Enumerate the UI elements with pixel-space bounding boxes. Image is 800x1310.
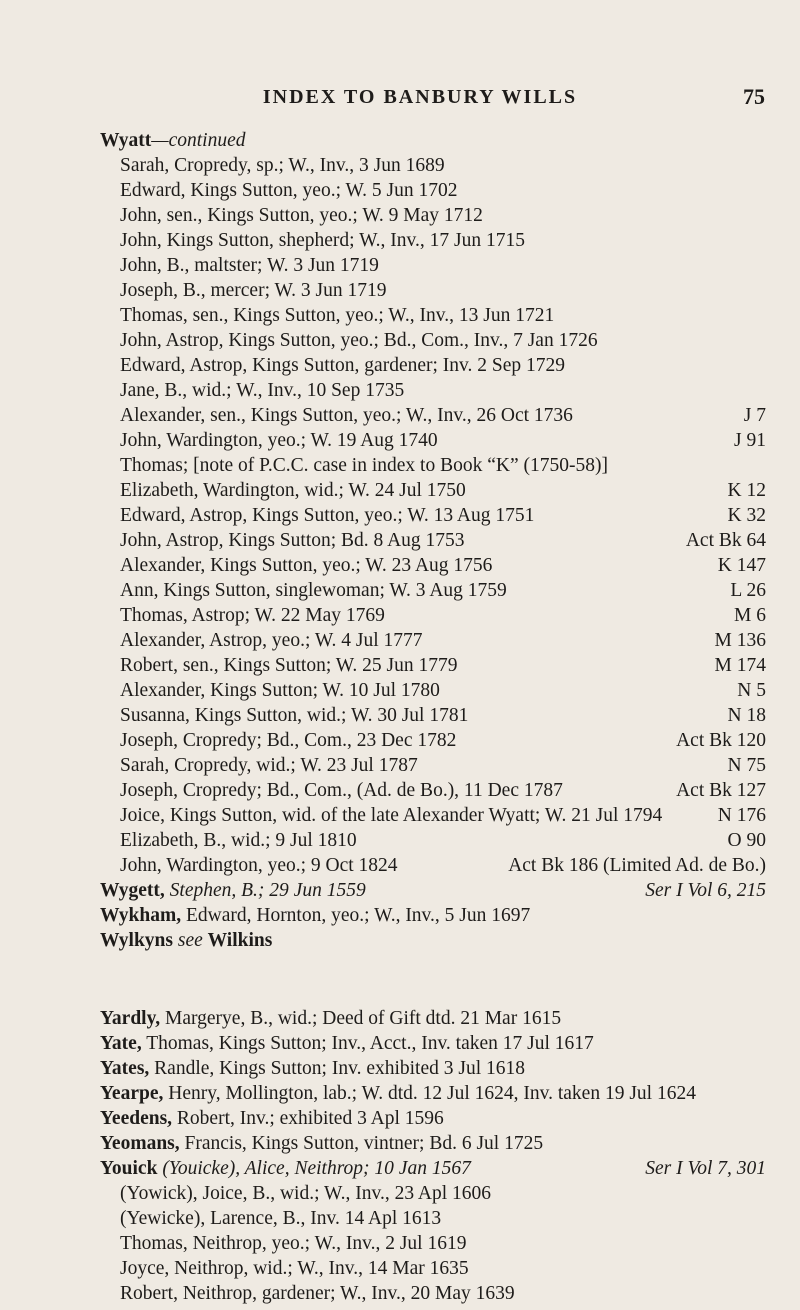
entry-reference: Act Bk 186 (Limited Ad. de Bo.) xyxy=(508,855,766,876)
index-entry xyxy=(0,253,800,279)
index-entry xyxy=(0,1106,800,1132)
entry-surname: Wylkyns xyxy=(100,930,173,951)
entry-text: Thomas, Neithrop, yeo.; W., Inv., 2 Jul 1619 xyxy=(120,1233,467,1254)
index-entry xyxy=(0,403,800,429)
entry-text: Joseph, Cropredy; Bd., Com., 23 Dec 1782 xyxy=(120,730,457,751)
entry-text: John, Wardington, yeo.; 9 Oct 1824 xyxy=(120,855,398,876)
entry-text: Joseph, B., mercer; W. 3 Jun 1719 xyxy=(120,280,387,301)
entry-surname: Wykham, xyxy=(100,905,182,926)
entry-reference: J 91 xyxy=(734,430,766,451)
index-entry xyxy=(0,1256,800,1282)
entry-text: Elizabeth, B., wid.; 9 Jul 1810 xyxy=(120,830,357,851)
entry-detail: see xyxy=(172,930,208,951)
entry-reference: M 136 xyxy=(714,630,766,651)
index-entry xyxy=(0,628,800,654)
entry-reference: Ser I Vol 6, 215 xyxy=(645,880,766,901)
entry-detail: Randle, Kings Sutton; Inv. exhibited 3 Jul 1618 xyxy=(149,1058,526,1079)
index-entry xyxy=(0,503,800,529)
entry-text: John, Astrop, Kings Sutton; Bd. 8 Aug 1753 xyxy=(120,530,465,551)
index-entry xyxy=(0,478,800,504)
entry-text: Ann, Kings Sutton, singlewoman; W. 3 Aug 1759 xyxy=(120,580,507,601)
entry-text: Alexander, sen., Kings Sutton, yeo.; W., Inv., 26 Oct 1736 xyxy=(120,405,573,426)
index-entry xyxy=(0,553,800,579)
entry-detail: (Youicke), Alice, Neithrop; 10 Jan 1567 xyxy=(157,1158,471,1179)
entry-reference: Ser I Vol 7, 301 xyxy=(645,1158,766,1179)
entry-text: John, B., maltster; W. 3 Jun 1719 xyxy=(120,255,379,276)
entry-text: Edward, Astrop, Kings Sutton, yeo.; W. 13 Aug 1751 xyxy=(120,505,535,526)
index-entry xyxy=(0,653,800,679)
entry-text: John, Wardington, yeo.; W. 19 Aug 1740 xyxy=(120,430,438,451)
index-entry xyxy=(0,728,800,754)
entry-detail: Margerye, B., wid.; Deed of Gift dtd. 21 Mar 1615 xyxy=(160,1008,562,1029)
entry-reference: K 147 xyxy=(717,555,766,576)
index-entry xyxy=(0,1206,800,1232)
index-entry xyxy=(0,603,800,629)
entry-reference: M 174 xyxy=(714,655,766,676)
entry-text: Sarah, Cropredy, sp.; W., Inv., 3 Jun 1689 xyxy=(120,155,445,176)
entry-reference: L 26 xyxy=(730,580,766,601)
entry-text xyxy=(100,1081,696,1107)
index-entry xyxy=(0,903,800,929)
entry-surname: Yeedens, xyxy=(100,1108,173,1129)
entry-text: Susanna, Kings Sutton, wid.; W. 30 Jul 1781 xyxy=(120,705,469,726)
entry-cross-ref: Wilkins xyxy=(207,930,273,951)
entry-text: Thomas, sen., Kings Sutton, yeo.; W., Inv., 13 Jun 1721 xyxy=(120,305,555,326)
entry-text: Joseph, Cropredy; Bd., Com., (Ad. de Bo.), 11 Dec 1787 xyxy=(120,780,563,801)
entry-text: Thomas, Astrop; W. 22 May 1769 xyxy=(120,605,385,626)
entry-text: Edward, Astrop, Kings Sutton, gardener; Inv. 2 Sep 1729 xyxy=(120,355,566,376)
entry-surname: Yeomans, xyxy=(100,1133,180,1154)
entry-text: Sarah, Cropredy, wid.; W. 23 Jul 1787 xyxy=(120,755,418,776)
index-entry xyxy=(0,778,800,804)
index-entry xyxy=(0,1181,800,1207)
entry-reference: N 176 xyxy=(717,805,766,826)
entry-reference: J 7 xyxy=(743,405,766,426)
entry-text: Robert, Neithrop, gardener; W., Inv., 20 May 1639 xyxy=(120,1283,515,1304)
index-entry xyxy=(0,328,800,354)
entry-text: Alexander, Kings Sutton; W. 10 Jul 1780 xyxy=(120,680,440,701)
entry-reference: K 12 xyxy=(727,480,766,501)
entry-text: Joice, Kings Sutton, wid. of the late Alexander Wyatt; W. 21 Jul 1794 xyxy=(120,805,663,826)
entry-surname: Yardly, xyxy=(100,1008,161,1029)
entry-detail: Stephen, B.; 29 Jun 1559 xyxy=(164,880,366,901)
entry-detail: Francis, Kings Sutton, vintner; Bd. 6 Jul 1725 xyxy=(179,1133,544,1154)
entry-reference: Act Bk 64 xyxy=(685,530,766,551)
index-entry xyxy=(0,303,800,329)
entry-text: Thomas; [note of P.C.C. case in index to Book “K” (1750-58)] xyxy=(120,455,608,476)
index-entry xyxy=(0,128,800,154)
entry-text: Alexander, Astrop, yeo.; W. 4 Jul 1777 xyxy=(120,630,423,651)
entry-text: Elizabeth, Wardington, wid.; W. 24 Jul 1750 xyxy=(120,480,466,501)
entry-reference: M 6 xyxy=(734,605,766,626)
entry-text: Alexander, Kings Sutton, yeo.; W. 23 Aug 1756 xyxy=(120,555,493,576)
index-entry xyxy=(0,1056,800,1082)
entry-text: John, sen., Kings Sutton, yeo.; W. 9 May 1712 xyxy=(120,205,483,226)
index-entry xyxy=(0,678,800,704)
entry-text xyxy=(100,1006,561,1032)
index-entry xyxy=(0,453,800,479)
index-entry xyxy=(0,528,800,554)
index-entry xyxy=(0,428,800,454)
index-entry xyxy=(0,178,800,204)
entry-detail: Edward, Hornton, yeo.; W., Inv., 5 Jun 1697 xyxy=(181,905,531,926)
entry-surname: Yearpe, xyxy=(100,1083,164,1104)
entry-text xyxy=(100,1056,525,1082)
index-entry xyxy=(0,378,800,404)
index-entry xyxy=(0,753,800,779)
entry-text: Jane, B., wid.; W., Inv., 10 Sep 1735 xyxy=(120,380,405,401)
entry-detail: Thomas, Kings Sutton; Inv., Acct., Inv. taken 17 Jul 1617 xyxy=(141,1033,594,1054)
entry-text: John, Kings Sutton, shepherd; W., Inv., 17 Jun 1715 xyxy=(120,230,525,251)
index-entry xyxy=(0,928,800,954)
entry-surname: Yates, xyxy=(100,1058,150,1079)
index-entry xyxy=(0,828,800,854)
page-number: 75 xyxy=(743,84,765,109)
entry-reference: N 5 xyxy=(737,680,766,701)
entry-text: (Yowick), Joice, B., wid.; W., Inv., 23 Apl 1606 xyxy=(120,1183,492,1204)
entry-text xyxy=(100,903,530,929)
index-entry xyxy=(0,278,800,304)
index-entry xyxy=(0,1031,800,1057)
entry-reference: Act Bk 120 xyxy=(676,730,766,751)
entry-reference: N 75 xyxy=(727,755,766,776)
entry-reference: K 32 xyxy=(727,505,766,526)
entry-text: John, Astrop, Kings Sutton, yeo.; Bd., Com., Inv., 7 Jan 1726 xyxy=(120,330,598,351)
index-entry xyxy=(0,1081,800,1107)
entry-text xyxy=(100,1156,471,1182)
entry-text: (Yewicke), Larence, B., Inv. 14 Apl 1613 xyxy=(120,1208,442,1229)
entry-text xyxy=(100,878,366,904)
entry-surname: Youick xyxy=(100,1158,158,1179)
index-entry xyxy=(0,353,800,379)
entry-detail: Robert, Inv.; exhibited 3 Apl 1596 xyxy=(172,1108,444,1129)
entry-reference: Act Bk 127 xyxy=(676,780,766,801)
index-entry xyxy=(0,853,800,879)
entry-text xyxy=(100,1131,543,1157)
entry-text xyxy=(100,128,246,154)
index-entry xyxy=(0,1006,800,1032)
index-entry xyxy=(0,203,800,229)
entry-detail: —continued xyxy=(151,130,246,151)
index-entry xyxy=(0,878,800,904)
entry-reference: N 18 xyxy=(727,705,766,726)
index-entry xyxy=(0,703,800,729)
entry-reference: O 90 xyxy=(727,830,766,851)
entry-text: Edward, Kings Sutton, yeo.; W. 5 Jun 1702 xyxy=(120,180,458,201)
entry-detail: Henry, Mollington, lab.; W. dtd. 12 Jul 1624, Inv. taken 19 Jul 1624 xyxy=(163,1083,696,1104)
index-entry xyxy=(0,578,800,604)
index-entry xyxy=(0,1156,800,1182)
entry-text xyxy=(100,928,272,954)
entry-surname: Yate, xyxy=(100,1033,142,1054)
entry-text xyxy=(100,1031,594,1057)
index-entry xyxy=(0,803,800,829)
entry-surname: Wyatt xyxy=(100,130,152,151)
index-entry xyxy=(0,228,800,254)
entry-surname: Wygett, xyxy=(100,880,165,901)
index-entry xyxy=(0,153,800,179)
index-entry xyxy=(0,1281,800,1307)
running-head: INDEX TO BANBURY WILLS xyxy=(262,86,578,108)
index-entry xyxy=(0,1131,800,1157)
entry-text xyxy=(100,1106,444,1132)
entry-text: Joyce, Neithrop, wid.; W., Inv., 14 Mar 1635 xyxy=(120,1258,469,1279)
index-entry xyxy=(0,1231,800,1257)
entry-text: Robert, sen., Kings Sutton; W. 25 Jun 1779 xyxy=(120,655,458,676)
